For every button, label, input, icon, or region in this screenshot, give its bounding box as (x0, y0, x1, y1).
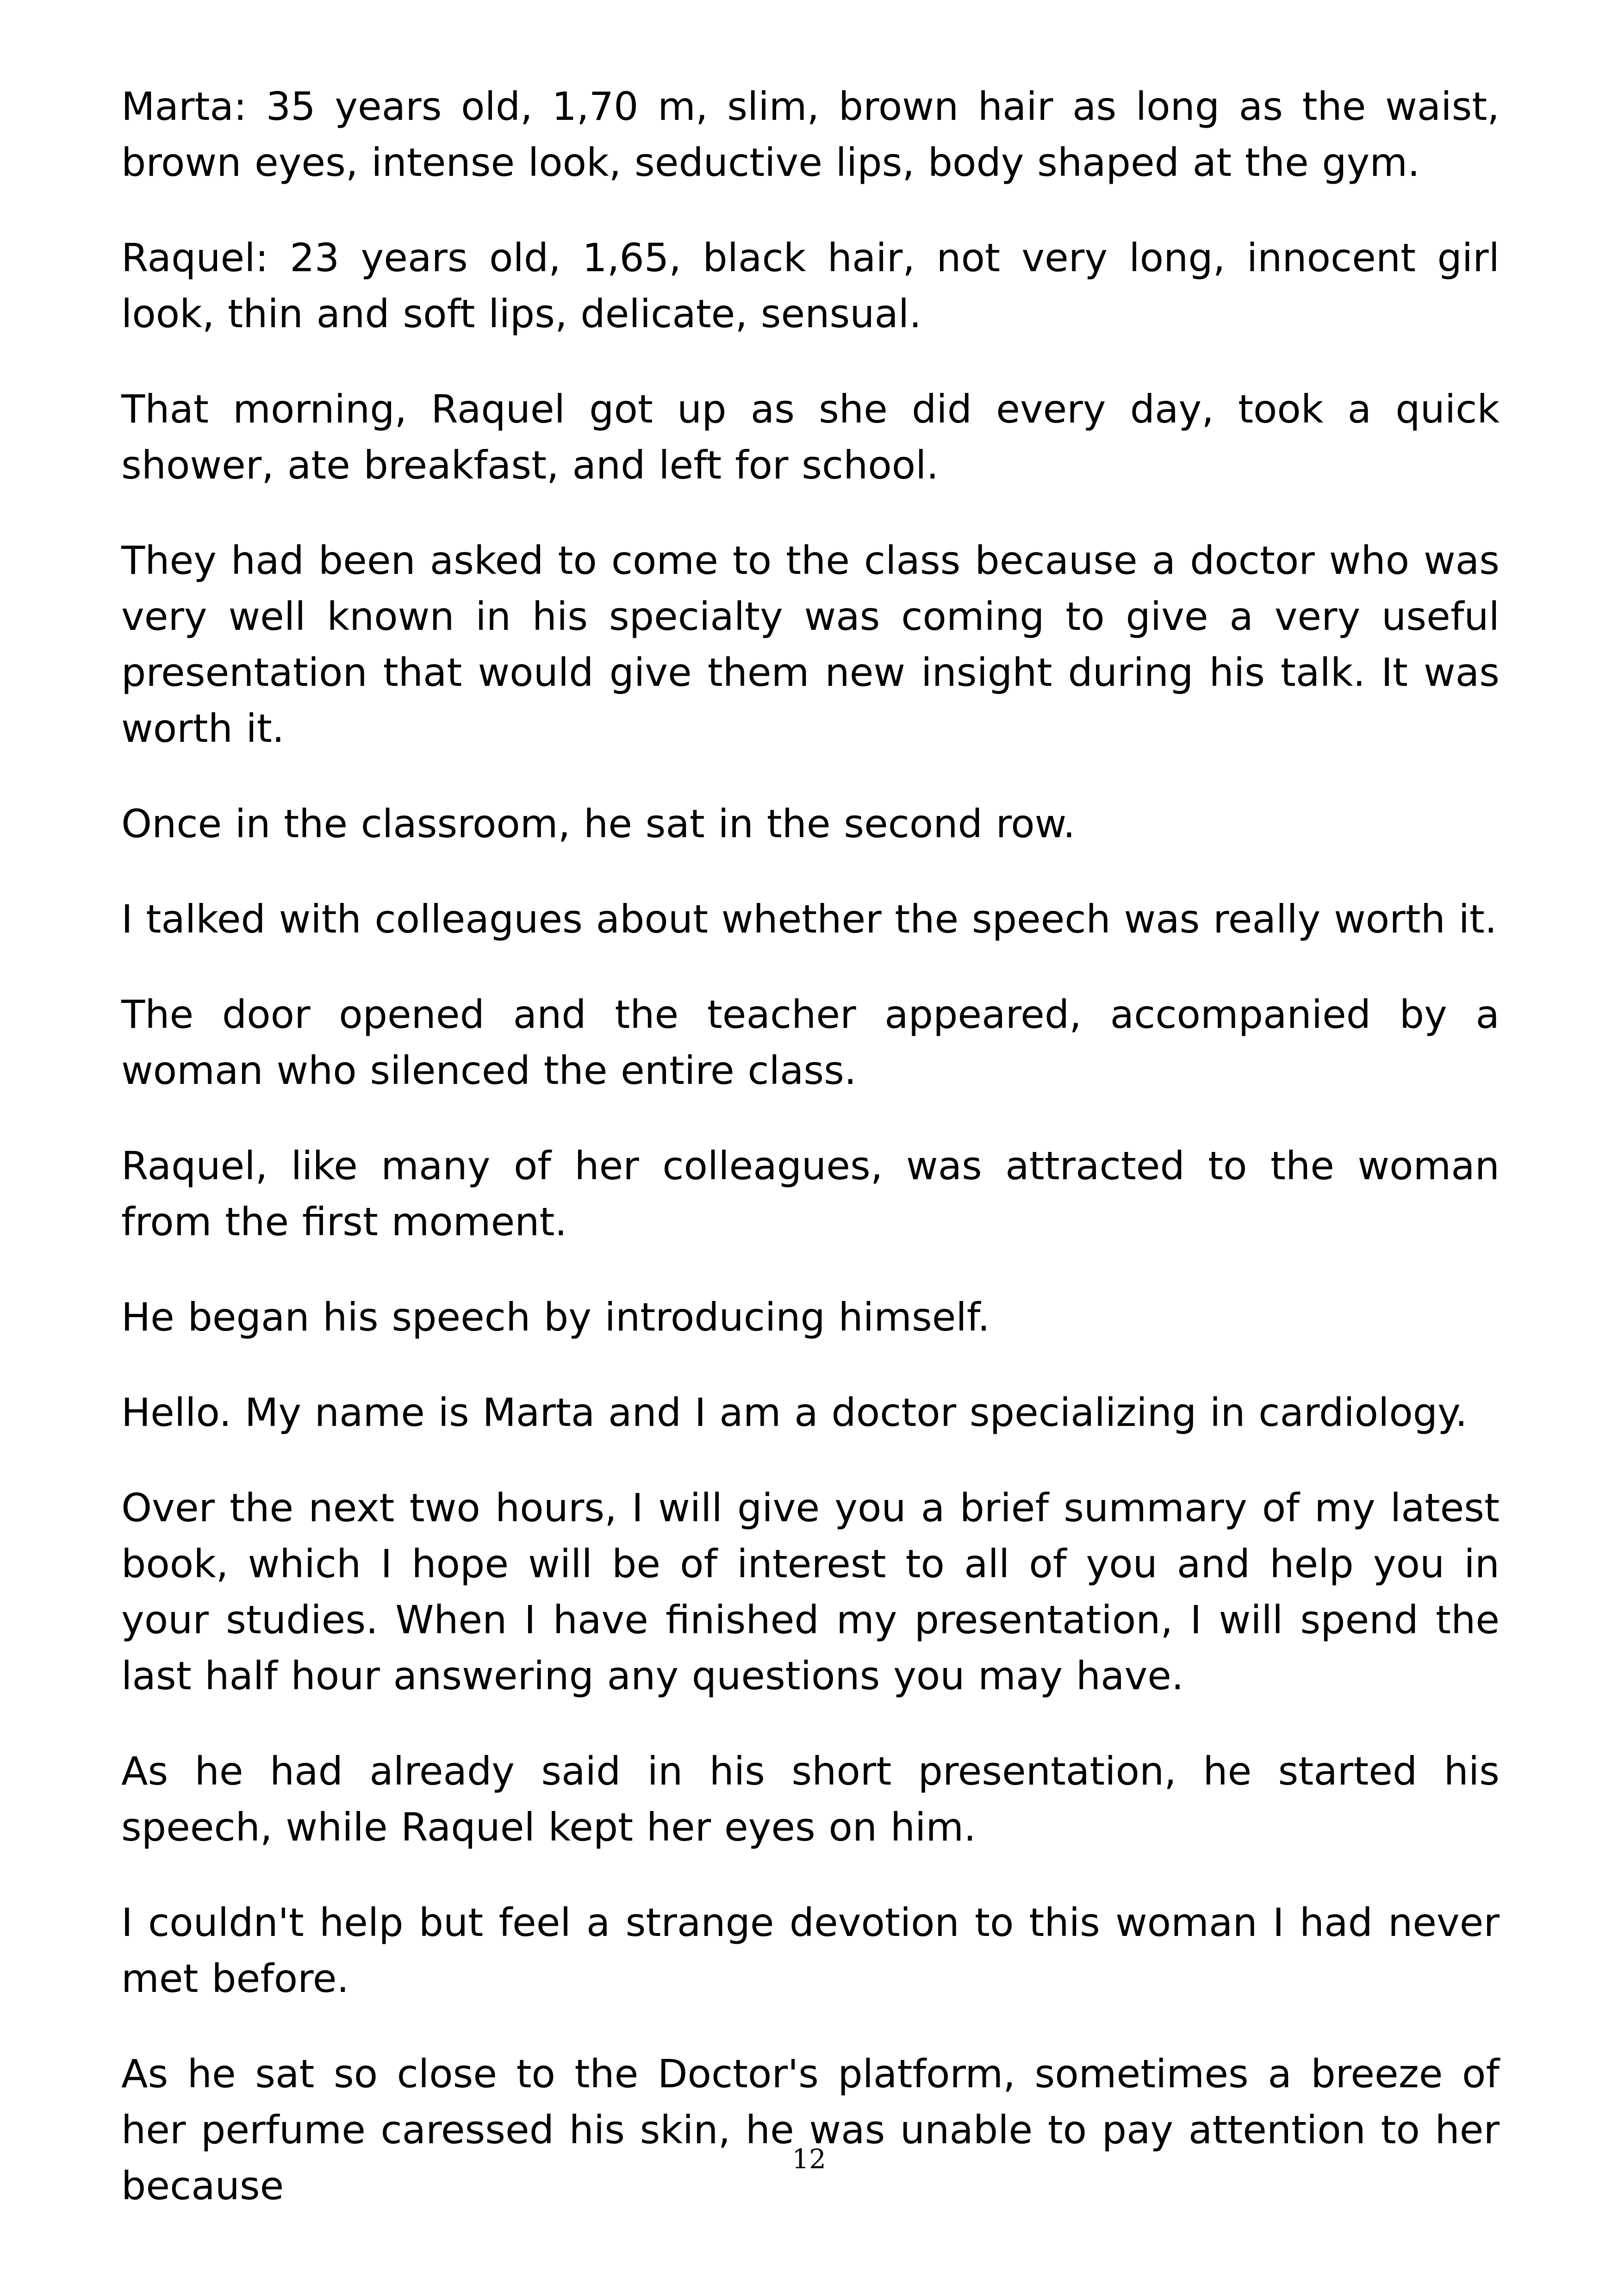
paragraph: I couldn't help but feel a strange devotion to this woman I had never met before. (121, 1900, 1500, 2001)
paragraph: Raquel, like many of her colleagues, was attracted to the woman from the first moment. (121, 1143, 1500, 1244)
paragraph-character-marta: Marta: 35 years old, 1,70 m, slim, brown hair as long as the waist, brown eyes, intense look, seductive lips, body shaped at the gym. (121, 84, 1500, 185)
page-number: 12 (792, 2143, 826, 2175)
paragraph: He began his speech by introducing himself. (121, 1294, 990, 1340)
paragraph: Once in the classroom, he sat in the second row. (121, 801, 1076, 846)
paragraph: As he had already said in his short presentation, he started his speech, while Raquel kept her eyes on him. (121, 1748, 1500, 1850)
paragraph: I talked with colleagues about whether the speech was really worth it. (121, 896, 1497, 942)
paragraph: They had been asked to come to the class because a doctor who was very well known in his specialty was coming to give a very useful presentation that would give them new insight during his talk. It was worth it. (121, 538, 1500, 751)
paragraph: The door opened and the teacher appeared, accompanied by a woman who silenced the entire class. (121, 992, 1500, 1093)
paragraph: That morning, Raquel got up as she did every day, took a quick shower, ate breakfast, and left for school. (121, 386, 1500, 488)
paragraph: Over the next two hours, I will give you a brief summary of my latest book, which I hope will be of interest to all of you and help you in your studies. When I have finished my presentation, I will spend the last half hour answering any questions you may have. (121, 1485, 1500, 1699)
paragraph-character-raquel: Raquel: 23 years old, 1,65, black hair, not very long, innocent girl look, thin and soft lips, delicate, sensual. (121, 235, 1500, 336)
paragraph: As he sat so close to the Doctor's platform, sometimes a breeze of her perfume caressed his skin, he was unable to pay attention to her because (121, 2051, 1500, 2209)
paragraph: Hello. My name is Marta and I am a doctor specializing in cardiology. (121, 1390, 1468, 1435)
body-text (121, 79, 1500, 2253)
